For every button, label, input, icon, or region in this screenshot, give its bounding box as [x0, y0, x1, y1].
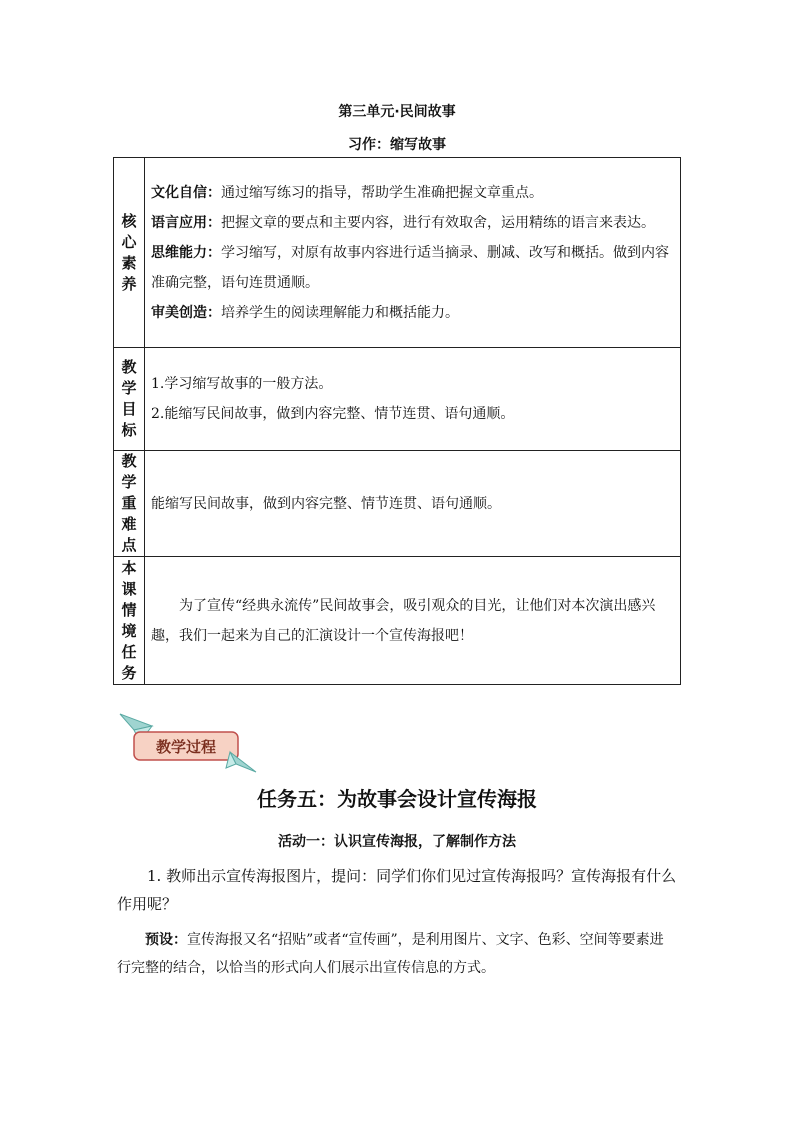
task-title: 任务五：为故事会设计宣传海报 [257, 787, 537, 811]
label-char: 学 [121, 379, 137, 397]
preset-label: 预设： [145, 932, 187, 948]
objective-line: 2.能缩写民间故事，做到内容完整、情节连贯、语句通顺。 [151, 406, 515, 422]
row-label-core-literacy [114, 158, 145, 348]
unit-title: 第三单元·民间故事 [338, 104, 456, 120]
scenario-line: 为了宣传“经典永流传”民间故事会，吸引观众的目光，让他们对本次演出感兴趣，我们一起来为自己的汇演设计一个宣传海报吧！ [151, 597, 656, 644]
literacy-item: 语言应用：把握文章的要点和主要内容，进行有效取舍，运用精练的语言来表达。 [151, 214, 655, 231]
table-row-key-points [114, 451, 681, 557]
activity-title: 活动一：认识宣传海报，了解制作方法 [278, 834, 516, 850]
scenario-task-content [145, 557, 681, 685]
label-char: 本 [121, 558, 137, 577]
label-char: 任 [121, 642, 137, 661]
label-char: 教 [121, 358, 137, 376]
label-char: 素 [121, 253, 137, 272]
table-row-objectives [114, 348, 681, 451]
label-char: 标 [121, 421, 137, 439]
core-literacy-content [145, 158, 681, 348]
label-char: 重 [121, 494, 137, 512]
label-char: 学 [121, 473, 137, 491]
literacy-item: 文化自信：通过缩写练习的指导，帮助学生准确把握文章重点。 [151, 184, 543, 201]
label-char: 情 [121, 600, 137, 619]
literacy-item: 审美创造：培养学生的阅读理解能力和概括能力。 [151, 304, 459, 321]
teaching-process-banner [118, 712, 258, 774]
preset-text: 宣传海报又名“招贴”或者“宣传画”，是利用图片、文字、色彩、空间等要素进行完整的结合，以恰当的形式向人们展示出宣传信息的方式。 [117, 932, 664, 976]
label-char: 难 [121, 515, 137, 533]
row-label-objectives [114, 348, 145, 451]
label-char: 点 [121, 536, 137, 554]
row-label-key-points [114, 451, 145, 557]
label-char: 境 [121, 621, 137, 640]
label-char: 核 [121, 211, 137, 230]
label-char: 务 [121, 663, 137, 682]
paper-plane-icon [226, 752, 256, 772]
label-char: 课 [121, 579, 137, 598]
key-points-content [145, 451, 681, 557]
banner-text: 教学过程 [155, 738, 217, 756]
lesson-info-table [113, 157, 681, 685]
paragraph-preset [117, 926, 677, 982]
label-char: 教 [121, 452, 137, 470]
row-label-scenario-task [114, 557, 145, 685]
table-row-scenario-task [114, 557, 681, 685]
key-point-line: 能缩写民间故事，做到内容完整、情节连贯、语句通顺。 [151, 495, 501, 512]
objectives-content [145, 348, 681, 451]
paragraph-question: 1. 教师出示宣传海报图片，提问：同学们你们见过宣传海报吗？宣传海报有什么作用呢？ [117, 867, 677, 913]
label-char: 心 [121, 232, 137, 251]
objective-line: 1.学习缩写故事的一般方法。 [151, 376, 333, 392]
literacy-item: 思维能力：学习缩写，对原有故事内容进行适当摘录、删减、改写和概括。做到内容准确完整，语句连贯通顺。 [151, 244, 669, 291]
label-char: 养 [121, 274, 137, 293]
label-char: 目 [121, 400, 137, 418]
table-row-core-literacy [114, 158, 681, 348]
lesson-title: 习作：缩写故事 [348, 137, 446, 153]
